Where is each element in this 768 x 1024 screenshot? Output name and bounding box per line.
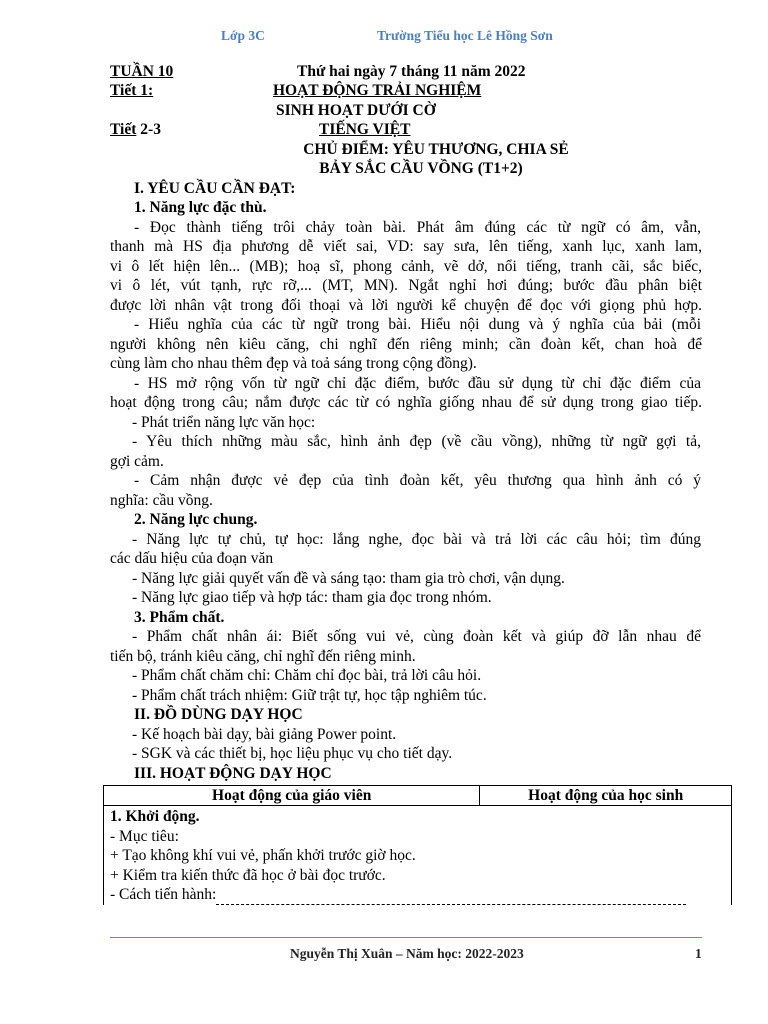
period1-label: Tiết 1:: [110, 82, 154, 99]
column-header-teacher: Hoạt động của giáo viên: [104, 786, 480, 806]
period23-num: 2-3: [136, 121, 161, 138]
subsection-heading: 2. Năng lực chung.: [134, 511, 258, 528]
paragraph-line: - Năng lực tự chủ, tự học: lắng nghe, đọc bài và trả lời các câu hỏi; tìm đúng: [132, 531, 701, 548]
section-heading: III. HOẠT ĐỘNG DẠY HỌC: [134, 765, 332, 782]
paragraph-line: - Hiểu nghĩa của các từ ngữ trong bài. Hiểu nội dung và ý nghĩa của bải (mỗi: [134, 316, 701, 333]
paragraph-line: - HS mở rộng vốn từ ngữ chỉ đặc điểm, bước đầu sử dụng từ chỉ đặc điểm của: [134, 375, 701, 392]
paragraph-line: hoạt động trong câu; nắm được các từ có nghĩa giống nhau để sử dụng trong giao tiếp.: [110, 394, 702, 411]
paragraph-line: - Phẩm chất trách nhiệm: Giữ trật tự, học tập nghiêm túc.: [132, 687, 487, 704]
table-header-row: [104, 786, 732, 806]
week-date-line: [110, 62, 702, 82]
paragraph-line: - Kế hoạch bài dạy, bài giảng Power point.: [132, 726, 397, 743]
footer-divider: [110, 937, 702, 938]
period23-label: Tiết: [110, 121, 137, 138]
paragraph-line: gợi cảm.: [110, 453, 164, 470]
period23-line: [110, 120, 702, 140]
header-class: Lớp 3C: [221, 28, 265, 43]
activity-line: - Cách tiến hành:: [110, 886, 217, 903]
period1-subtitle: SINH HOẠT DƯỚI CỜ: [276, 102, 436, 119]
week-label: TUẦN 10: [110, 63, 174, 80]
section-heading: I. YÊU CẦU CẦN ĐẠT:: [134, 180, 296, 197]
page-break-dashes: [216, 904, 686, 905]
activity-line: + Tạo không khí vui vẻ, phấn khởi trước giờ học.: [110, 847, 416, 864]
paragraph-line: nghĩa: cầu vồng.: [110, 492, 213, 509]
table-row: [104, 806, 732, 905]
page-number: 1: [695, 946, 702, 961]
subsection-heading: 1. Năng lực đặc thù.: [134, 199, 267, 216]
paragraph-line: cùng làm cho nhau thêm đẹp và toả sáng trong cộng đồng).: [110, 355, 477, 372]
paragraph-line: - Phẩm chất nhân ái: Biết sống vui vẻ, cùng đoàn kết và giúp đỡ lẫn nhau để: [132, 628, 701, 645]
period1-line: [110, 81, 702, 101]
period23-title: TIẾNG VIỆT: [319, 121, 411, 138]
table-cell: [104, 806, 732, 905]
activity-table: [103, 785, 732, 905]
paragraph-line: - Yêu thích những màu sắc, hình ảnh đẹp (về cầu vồng), những từ ngữ gợi tả,: [132, 433, 701, 450]
theme-heading: CHỦ ĐIỂM: YÊU THƯƠNG, CHIA SẺ: [303, 141, 569, 158]
paragraph-line: - Cảm nhận được vẻ đẹp của tình đoàn kết, yêu thương qua hình ảnh có ý: [134, 472, 701, 489]
paragraph-line: - Năng lực giao tiếp và hợp tác: tham gia đọc trong nhóm.: [132, 589, 492, 606]
lesson-title: BẢY SẮC CẦU VỒNG (T1+2): [319, 160, 523, 177]
paragraph-line: - Năng lực giải quyết vấn đề và sáng tạo: tham gia trò chơi, vận dụng.: [132, 570, 565, 587]
period1-title: HOẠT ĐỘNG TRẢI NGHIỆM: [273, 82, 482, 99]
lesson-date: Thứ hai ngày 7 tháng 11 năm 2022: [297, 63, 526, 80]
activity-line: - Mục tiêu:: [110, 827, 179, 845]
activity-line: + Kiểm tra kiến thức đã học ở bài đọc trước.: [110, 866, 386, 884]
paragraph-line: tiến bộ, tránh kiêu căng, chỉ nghĩ đến riêng minh.: [110, 648, 416, 665]
paragraph-line: được lời nhân vật trong đối thoại và lời người kể chuyện để đọc với giọng phủ hợp.: [110, 297, 702, 314]
footer-author: Nguyễn Thị Xuân – Năm học: 2022-2023: [290, 946, 524, 961]
paragraph-line: - SGK và các thiết bị, học liệu phục vụ cho tiết dạy.: [132, 745, 453, 762]
paragraph-line: - Đọc thành tiếng trôi chảy toàn bài. Phát âm đúng các từ ngữ có âm, vẫn,: [134, 219, 701, 236]
paragraph-line: vi ô lết hiện lên... (MB); hoạ sĩ, phong cảnh, vẽ dở, nổi tiếng, tranh cãi, sắc biếc,: [110, 258, 702, 275]
paragraph-line: thanh mà HS địa phương dễ viết sai, VD: say sưa, lên tiếng, xanh lục, xanh lam,: [110, 238, 702, 255]
paragraph-line: vi ô lét, vút tạnh, rực rỡ,... (MT, MN). Ngắt nghỉ hơi đúng; bước đầu phân biệt: [110, 277, 702, 294]
paragraph-line: - Phát triển năng lực văn học:: [132, 414, 316, 431]
paragraph-line: người không nên kiêu căng, chi nghĩ đến riêng minh; cần đoàn kết, chan hoà để: [110, 336, 702, 353]
paragraph-line: các dấu hiệu của đoạn văn: [110, 550, 274, 567]
activity-heading: 1. Khởi động.: [110, 808, 200, 825]
section-heading: II. ĐỒ DÙNG DẠY HỌC: [134, 706, 303, 723]
subsection-heading: 3. Phẩm chất.: [134, 609, 225, 626]
paragraph-line: - Phẩm chất chăm chỉ: Chăm chỉ đọc bài, trả lời câu hỏi.: [132, 667, 482, 684]
activity-line-last: [110, 885, 725, 905]
header-school: Trường Tiểu học Lê Hồng Sơn: [377, 28, 553, 43]
column-header-student: Hoạt động của học sinh: [480, 786, 732, 806]
